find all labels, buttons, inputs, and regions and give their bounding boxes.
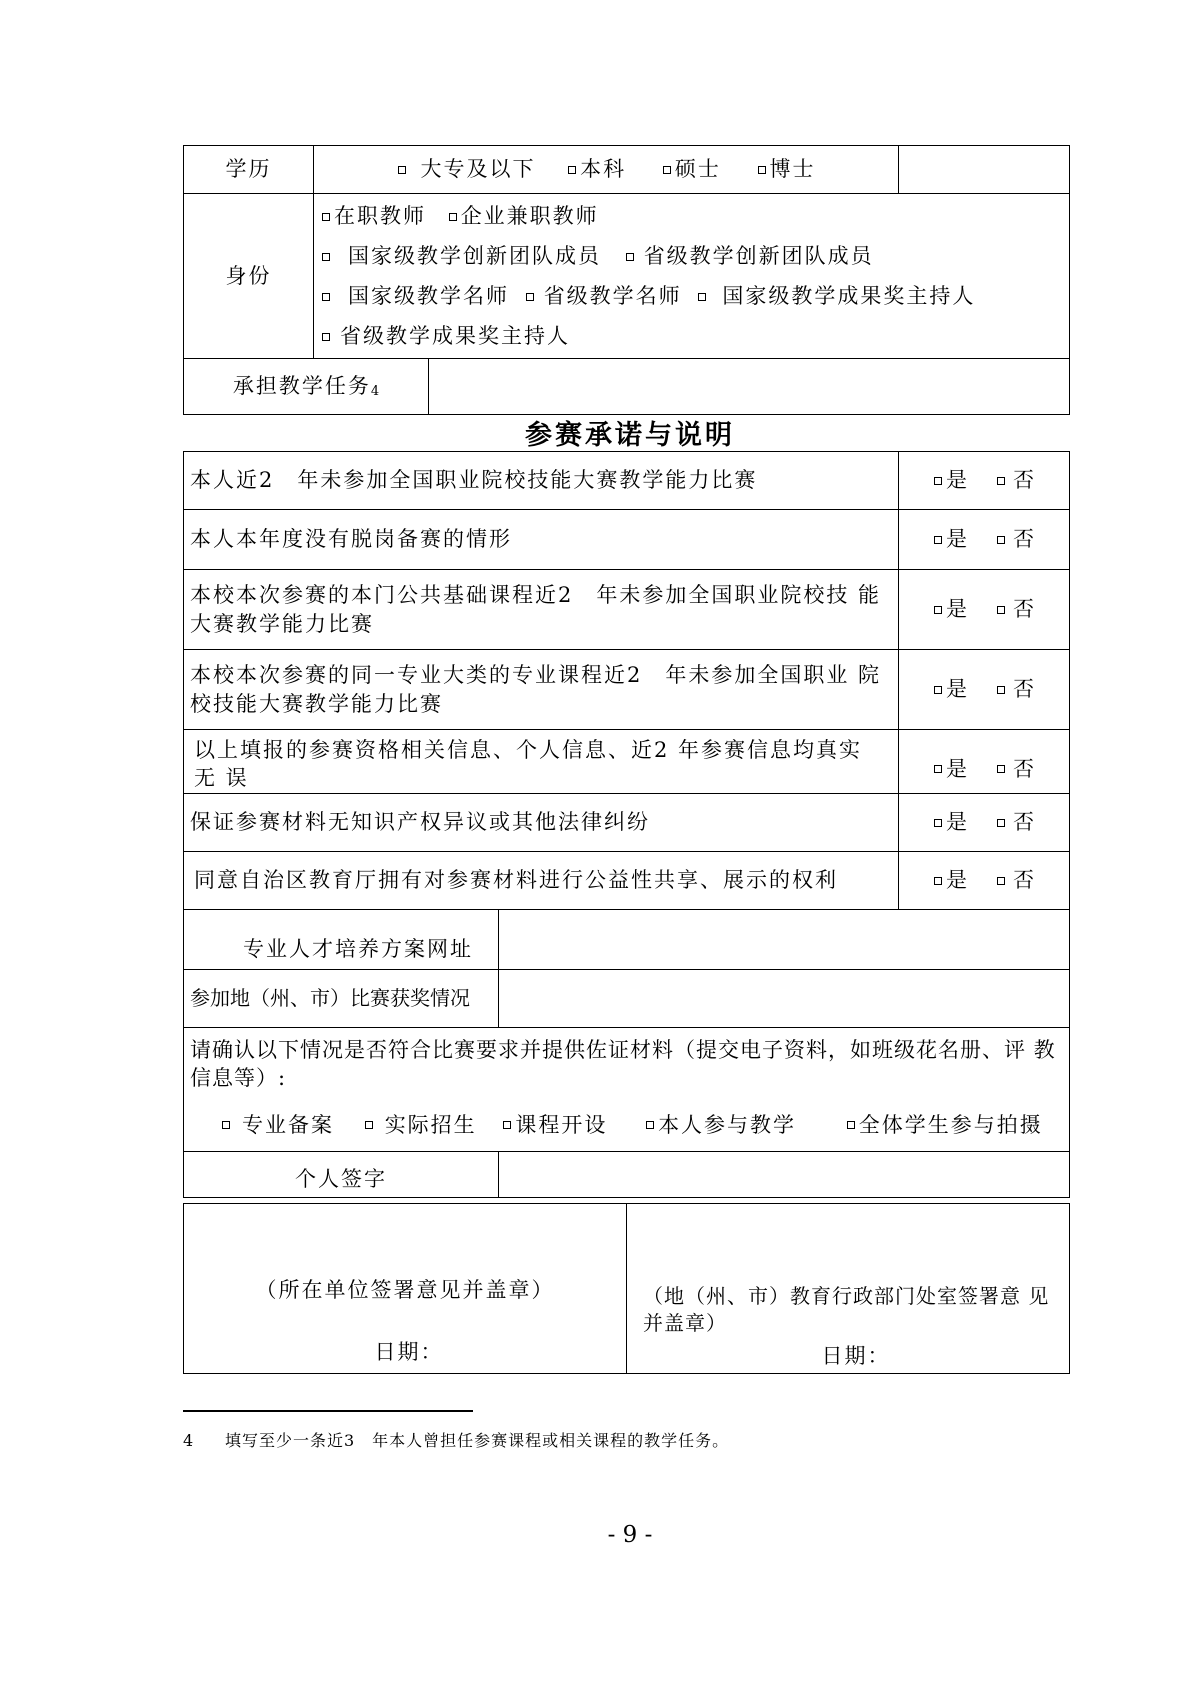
education-options: [314, 146, 899, 194]
signature-value[interactable]: [499, 1152, 1070, 1198]
no-option[interactable]: 否: [995, 868, 1036, 892]
footnote-divider: [183, 1410, 473, 1412]
confirm-options: [190, 1111, 1063, 1139]
education-option[interactable]: 博士: [756, 157, 816, 181]
pledge-text: 同意自治区教育厅拥有对参赛材料进行公益性共享、展示的权利: [184, 852, 899, 910]
dept-seal-text: （地（州、市）教育行政部门处室签署意 见并盖章）: [643, 1284, 1050, 1335]
pledge-text: 本校本次参赛的同一专业大类的专业课程近2 年未参加全国职业 院校技能大赛教学能力比赛: [184, 650, 899, 730]
pledge-table: [183, 451, 1070, 1198]
checkbox-icon: [934, 877, 942, 885]
unit-seal-cell[interactable]: [184, 1204, 627, 1374]
yes-no-cell: [899, 570, 1070, 650]
identity-options: [314, 194, 1070, 359]
pledge-text: 以上填报的参赛资格相关信息、个人信息、近2 年参赛信息均真实 无 误: [184, 730, 899, 794]
education-label: 学历: [184, 146, 314, 194]
yes-no-cell: [899, 510, 1070, 570]
teaching-task-value[interactable]: [429, 359, 1070, 415]
checkbox-icon: [934, 819, 942, 827]
confirm-text: 请确认以下情况是否符合比赛要求并提供佐证材料（提交电子资料，如班级花名册、评 教信息等）:: [190, 1038, 1056, 1091]
signature-row: [184, 1152, 1070, 1198]
identity-line-2: [320, 236, 1063, 276]
pledge-row: [184, 794, 1070, 852]
checkbox-icon: [503, 1121, 511, 1129]
yes-option[interactable]: 是: [932, 868, 969, 892]
checkbox-icon: [997, 765, 1005, 773]
yes-option[interactable]: 是: [932, 757, 969, 781]
unit-seal-date: 日期：: [374, 1340, 444, 1364]
page-number: - 9 -: [607, 1522, 653, 1548]
prefecture-award-label: 参加地（州、市）比赛获奖情况: [184, 970, 499, 1028]
identity-option[interactable]: 在职教师: [320, 204, 426, 228]
checkbox-icon: [997, 877, 1005, 885]
checkbox-icon: [322, 333, 330, 341]
confirm-option[interactable]: 课程开设: [501, 1113, 607, 1137]
no-option[interactable]: 否: [995, 597, 1036, 621]
no-option[interactable]: 否: [995, 468, 1036, 492]
identity-option[interactable]: 企业兼职教师: [447, 204, 599, 228]
checkbox-icon: [526, 293, 534, 301]
checkbox-icon: [626, 253, 634, 261]
dept-seal-date: 日期：: [821, 1344, 891, 1368]
checkbox-icon: [997, 819, 1005, 827]
confirm-option[interactable]: 实际招生: [363, 1113, 477, 1137]
checkbox-icon: [934, 765, 942, 773]
applicant-info-table: [183, 145, 1070, 415]
pledge-row: [184, 570, 1070, 650]
footnote-text: 填写至少一条近3 年本人曾担任参赛课程或相关课程的教学任务。: [225, 1431, 730, 1450]
footnote-number: 4: [183, 1431, 195, 1450]
footnote-ref[interactable]: 4: [370, 384, 380, 400]
pledge-text: 本人近2 年未参加全国职业院校技能大赛教学能力比赛: [184, 452, 899, 510]
checkbox-icon: [758, 166, 766, 174]
program-url-value[interactable]: [499, 910, 1070, 970]
identity-row: [184, 194, 1070, 359]
checkbox-icon: [322, 253, 330, 261]
confirm-row: [184, 1028, 1070, 1152]
checkbox-icon: [934, 536, 942, 544]
confirm-option[interactable]: 本人参与教学: [644, 1113, 796, 1137]
identity-option[interactable]: 国家级教学成果奖主持人: [696, 284, 975, 308]
pledge-text: 本人本年度没有脱岗备赛的情形: [184, 510, 899, 570]
yes-option[interactable]: 是: [932, 527, 969, 551]
unit-seal-text: （所在单位签署意见并盖章）: [255, 1278, 555, 1302]
yes-option[interactable]: 是: [932, 597, 969, 621]
confirm-cell: [184, 1028, 1070, 1152]
checkbox-icon: [847, 1121, 855, 1129]
checkbox-icon: [997, 686, 1005, 694]
no-option[interactable]: 否: [995, 810, 1036, 834]
confirm-option[interactable]: 全体学生参与拍摄: [845, 1113, 1043, 1137]
confirm-option[interactable]: 专业备案: [220, 1113, 334, 1137]
checkbox-icon: [934, 606, 942, 614]
yes-no-cell: [899, 452, 1070, 510]
pledge-text: 保证参赛材料无知识产权异议或其他法律纠纷: [184, 794, 899, 852]
yes-no-cell: [899, 650, 1070, 730]
program-url-label: 专业人才培养方案网址: [184, 910, 499, 970]
pledge-row: [184, 510, 1070, 570]
checkbox-icon: [646, 1121, 654, 1129]
checkbox-icon: [663, 166, 671, 174]
yes-option[interactable]: 是: [932, 810, 969, 834]
approval-table: [183, 1203, 1070, 1374]
no-option[interactable]: 否: [995, 677, 1036, 701]
checkbox-icon: [365, 1121, 373, 1129]
identity-option[interactable]: 省级教学成果奖主持人: [320, 324, 570, 348]
checkbox-icon: [322, 293, 330, 301]
no-option[interactable]: 否: [995, 757, 1036, 781]
identity-line-4: [320, 316, 1063, 356]
checkbox-icon: [934, 477, 942, 485]
education-row: [184, 146, 1070, 194]
no-option[interactable]: 否: [995, 527, 1036, 551]
prefecture-award-value[interactable]: [499, 970, 1070, 1028]
footnote: [183, 1428, 729, 1451]
section-title: 参赛承诺与说明: [525, 420, 735, 451]
identity-line-3: [320, 276, 1063, 316]
dept-seal-cell[interactable]: [627, 1204, 1070, 1374]
identity-option[interactable]: 省级教学名师: [524, 284, 682, 308]
checkbox-icon: [997, 536, 1005, 544]
checkbox-icon: [449, 213, 457, 221]
pledge-text: 本校本次参赛的本门公共基础课程近2 年未参加全国职业院校技 能大赛教学能力比赛: [184, 570, 899, 650]
checkbox-icon: [322, 213, 330, 221]
checkbox-icon: [997, 477, 1005, 485]
program-url-row: [184, 910, 1070, 970]
checkbox-icon: [398, 166, 406, 174]
prefecture-award-row: [184, 970, 1070, 1028]
checkbox-icon: [568, 166, 576, 174]
identity-line-1: [320, 196, 1063, 236]
identity-option[interactable]: 国家级教学创新团队成员: [320, 244, 601, 268]
identity-option[interactable]: 省级教学创新团队成员: [624, 244, 874, 268]
checkbox-icon: [997, 606, 1005, 614]
yes-no-cell: [899, 794, 1070, 852]
pledge-row: [184, 730, 1070, 794]
identity-label: 身份: [184, 194, 314, 359]
yes-option[interactable]: 是: [932, 677, 969, 701]
yes-no-cell: [899, 852, 1070, 910]
teaching-task-label: 承担教学任务$^4$: [184, 359, 429, 415]
signature-label: 个人签字: [184, 1152, 499, 1198]
checkbox-icon: [222, 1121, 230, 1129]
checkbox-icon: [698, 293, 706, 301]
education-option[interactable]: 大专及以下: [396, 157, 535, 181]
education-option[interactable]: 硕士: [661, 157, 721, 181]
yes-option[interactable]: 是: [932, 468, 969, 492]
yes-no-cell: [899, 730, 1070, 794]
education-extra-cell: [899, 146, 1070, 194]
approval-row: [184, 1204, 1070, 1374]
checkbox-icon: [934, 686, 942, 694]
identity-option[interactable]: 国家级教学名师: [320, 284, 509, 308]
pledge-row: [184, 452, 1070, 510]
education-option[interactable]: 本科: [566, 157, 626, 181]
teaching-task-row: [184, 359, 1070, 415]
pledge-row: [184, 650, 1070, 730]
pledge-row: [184, 852, 1070, 910]
